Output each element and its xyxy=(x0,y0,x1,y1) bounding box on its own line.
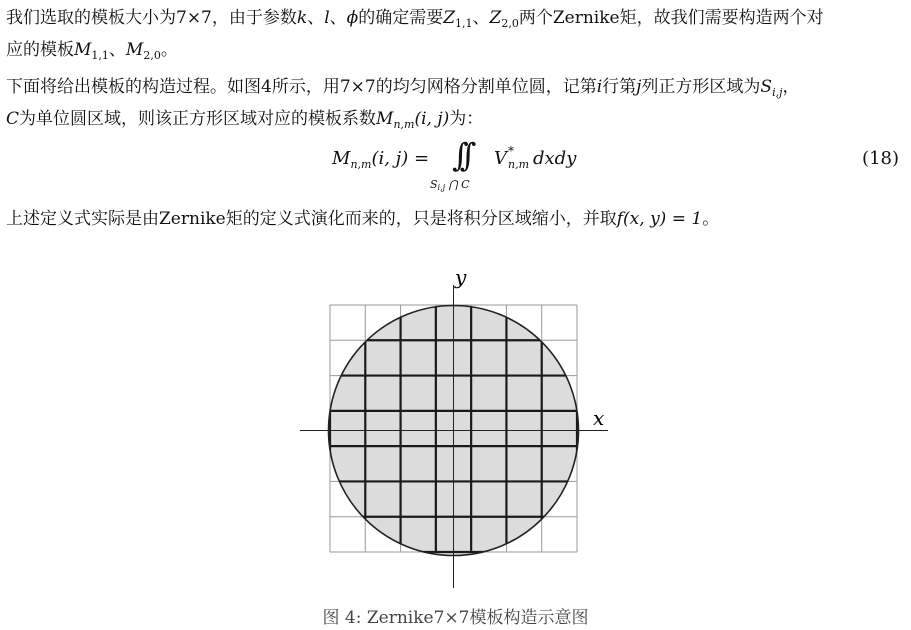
m-nm: M xyxy=(376,109,394,129)
limits-rest: ⋂ C xyxy=(445,178,470,191)
eq-m: M xyxy=(332,148,351,169)
x-axis-label: x xyxy=(593,406,605,430)
eq-v-sup: * xyxy=(508,144,514,158)
y-axis-label: y xyxy=(455,265,467,289)
paragraph-2-line-2 xyxy=(6,109,483,135)
z11: Z xyxy=(443,8,456,28)
sep: 、 xyxy=(329,8,347,28)
m11: M xyxy=(74,40,92,60)
eq-v-sub: n,m xyxy=(508,158,530,171)
var-i: i xyxy=(596,77,603,97)
text: 。 xyxy=(702,209,720,229)
m20: M xyxy=(125,40,144,60)
text: 上述定义式实际是由Zernike矩的定义式演化而来的，只是将积分区域缩小，并取 xyxy=(6,209,617,229)
equation-18 xyxy=(0,138,911,198)
text: ， xyxy=(782,77,800,97)
zernike-grid-diagram xyxy=(290,250,620,595)
text: 应的模板 xyxy=(6,40,74,60)
sep: 、 xyxy=(108,40,126,60)
paragraph-1-line-2 xyxy=(6,40,178,66)
eq-v: V xyxy=(494,148,507,169)
text: 行第 xyxy=(602,77,637,97)
z20-sub: 2,0 xyxy=(501,17,519,30)
text: 列正方形区域为 xyxy=(641,77,761,97)
limits-sub: i,j xyxy=(437,183,446,192)
text: 为单位圆区域，则该正方形区域对应的模板系数 xyxy=(19,109,377,129)
m11-sub: 1,1 xyxy=(91,49,109,62)
eq-m-sub: n,m xyxy=(350,158,372,171)
eq-v-scripts xyxy=(507,144,533,171)
figure-caption: 图 4: Zernike7×7模板构造示意图 xyxy=(322,608,589,628)
equation-lhs xyxy=(332,148,429,171)
m20-sub: 2,0 xyxy=(143,49,161,62)
eq-args: (i, j) = xyxy=(371,148,430,169)
s-ij: S xyxy=(760,77,773,97)
sep: 、 xyxy=(307,8,325,28)
var-c: C xyxy=(6,109,20,129)
paragraph-2-line-1 xyxy=(6,77,800,103)
var-k: k xyxy=(296,8,308,28)
text: 的确定需要 xyxy=(358,8,444,28)
f-equals-1: f(x, y) = 1 xyxy=(616,209,703,229)
text: 我们选取的模板大小为7×7，由于参数 xyxy=(6,8,297,28)
sep: 、 xyxy=(472,8,490,28)
text: 下面将给出模板的构造过程。如图4所示，用7×7的均匀网格分割单位圆，记第 xyxy=(6,77,597,97)
double-integral-sign: ∫∫ xyxy=(452,136,468,174)
var-j: j xyxy=(636,77,642,97)
text: 两个Zernike矩，故我们需要构造两个对 xyxy=(518,8,824,28)
m-nm-args: (i, j) xyxy=(414,109,450,129)
integral-limits xyxy=(430,178,470,192)
m-nm-sub: n,m xyxy=(393,118,415,131)
equation-number: (18) xyxy=(862,148,899,169)
paragraph-1-line-1 xyxy=(6,8,824,34)
s-ij-sub: i,j xyxy=(772,86,783,99)
limits-s: S xyxy=(430,178,438,191)
z11-sub: 1,1 xyxy=(455,17,473,30)
paragraph-3 xyxy=(6,209,719,229)
z20: Z xyxy=(489,8,502,28)
eq-dxdy: dxdy xyxy=(533,148,577,169)
var-phi: ϕ xyxy=(346,8,359,28)
text: 为： xyxy=(449,109,484,129)
text: 。 xyxy=(160,40,178,60)
figure-4 xyxy=(290,250,620,595)
var-l: l xyxy=(324,8,330,28)
equation-rhs xyxy=(494,144,577,171)
